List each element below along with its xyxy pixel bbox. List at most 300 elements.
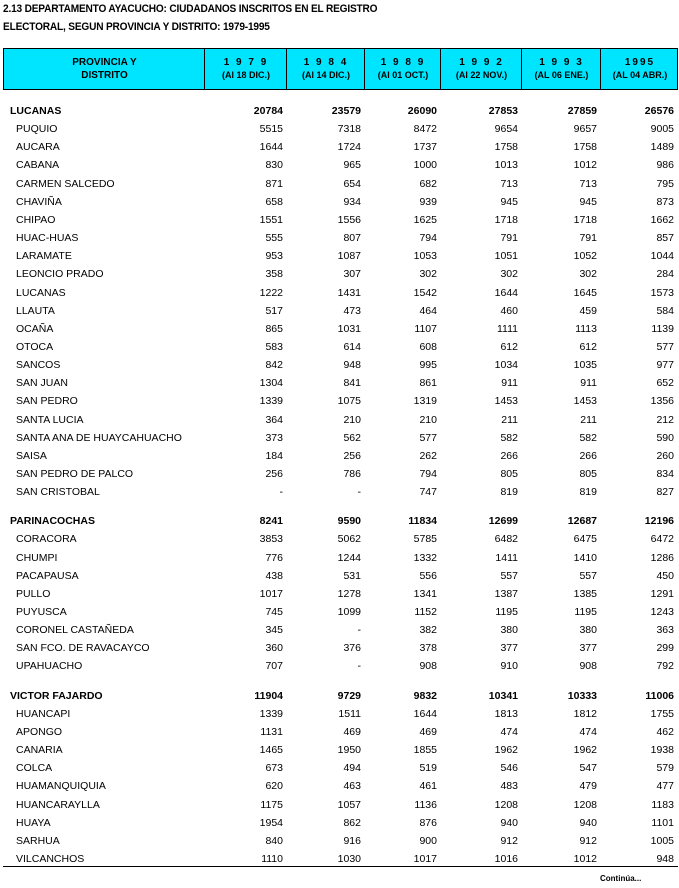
value-cell: 1075 <box>337 395 361 407</box>
value-cell: 1110 <box>261 853 283 865</box>
value-cell: 1243 <box>650 606 674 618</box>
district-row <box>0 723 679 741</box>
district-row <box>0 530 679 548</box>
province-name: LUCANAS <box>10 105 62 117</box>
value-cell: 1131 <box>260 726 283 738</box>
value-cell: 5515 <box>259 123 283 135</box>
value-cell: 865 <box>265 323 283 335</box>
district-name: HUAMANQUIQUIA <box>16 780 106 792</box>
value-cell: 12687 <box>567 515 597 527</box>
value-cell: 376 <box>343 642 361 654</box>
district-name: SAN PEDRO <box>16 395 78 407</box>
value-cell: 977 <box>656 359 674 371</box>
value-cell: 1000 <box>413 159 437 171</box>
value-cell: 840 <box>265 835 283 847</box>
value-cell: 908 <box>419 660 437 672</box>
value-cell: 1962 <box>494 744 518 756</box>
header-year: 1 9 7 9 <box>223 57 269 68</box>
value-cell: 608 <box>419 341 437 353</box>
value-cell: 1341 <box>413 588 437 600</box>
value-cell: 5062 <box>337 533 361 545</box>
value-cell: 577 <box>419 432 437 444</box>
value-cell: 834 <box>656 468 674 480</box>
value-cell: 1332 <box>413 552 437 564</box>
district-name: OCAÑA <box>16 323 54 335</box>
value-cell: 184 <box>265 450 283 462</box>
value-cell: 1489 <box>650 141 674 153</box>
value-cell: 1542 <box>413 287 437 299</box>
value-cell: 805 <box>500 468 518 480</box>
header-year: 1 9 8 9 <box>380 57 426 68</box>
value-cell: 464 <box>419 305 437 317</box>
district-name: PUQUIO <box>16 123 58 135</box>
value-cell: 794 <box>419 468 437 480</box>
district-row <box>0 229 679 247</box>
value-cell: 1758 <box>494 141 518 153</box>
value-cell: 27853 <box>488 105 518 117</box>
district-row <box>0 429 679 447</box>
district-row <box>0 320 679 338</box>
district-row <box>0 759 679 777</box>
district-row <box>0 832 679 850</box>
value-cell: 910 <box>500 660 518 672</box>
value-cell: 1087 <box>337 250 361 262</box>
value-cell: 1465 <box>259 744 283 756</box>
value-cell: 9654 <box>494 123 518 135</box>
value-cell: 707 <box>265 660 283 672</box>
header-date: (AL 04 ABR.) <box>612 70 668 80</box>
district-row <box>0 705 679 723</box>
value-cell: 1339 <box>259 395 283 407</box>
district-name: LEONCIO PRADO <box>16 268 104 280</box>
value-cell: 10341 <box>488 690 518 702</box>
header-date: (Al 14 DIC.) <box>301 70 350 80</box>
value-cell: 11834 <box>408 515 437 527</box>
district-row <box>0 193 679 211</box>
value-cell: 557 <box>579 570 597 582</box>
value-cell: 23579 <box>331 105 361 117</box>
value-cell: 438 <box>265 570 283 582</box>
value-cell: 577 <box>656 341 674 353</box>
value-cell: 1208 <box>573 799 597 811</box>
value-cell: 900 <box>419 835 437 847</box>
value-cell: 1195 <box>574 606 597 618</box>
value-cell: 1017 <box>259 588 283 600</box>
value-cell: 1573 <box>650 287 674 299</box>
value-cell: 1813 <box>494 708 518 720</box>
district-name: CHUMPI <box>16 552 58 564</box>
value-cell: 1099 <box>337 606 361 618</box>
value-cell: 1291 <box>650 588 674 600</box>
value-cell: 302 <box>419 268 437 280</box>
value-cell: 934 <box>343 196 361 208</box>
value-cell: - <box>279 486 283 498</box>
value-cell: 546 <box>500 762 518 774</box>
district-row <box>0 374 679 392</box>
value-cell: 373 <box>265 432 283 444</box>
value-cell: 805 <box>579 468 597 480</box>
value-cell: 654 <box>343 178 361 190</box>
value-cell: 1453 <box>573 395 597 407</box>
district-name: PULLO <box>16 588 51 600</box>
value-cell: 861 <box>419 377 437 389</box>
header-year: 1995 <box>624 57 656 68</box>
value-cell: 460 <box>500 305 518 317</box>
district-row <box>0 120 679 138</box>
value-cell: 1057 <box>337 799 361 811</box>
value-cell: 794 <box>419 232 437 244</box>
value-cell: 1053 <box>413 250 437 262</box>
value-cell: 9832 <box>413 690 437 702</box>
value-cell: 556 <box>419 570 437 582</box>
value-cell: 363 <box>656 624 674 636</box>
value-cell: 380 <box>579 624 597 636</box>
value-cell: 9005 <box>650 123 674 135</box>
value-cell: 1625 <box>413 214 437 226</box>
district-row <box>0 156 679 174</box>
district-row <box>0 549 679 567</box>
value-cell: 1136 <box>414 799 437 811</box>
district-row <box>0 639 679 657</box>
value-cell: 792 <box>656 660 674 672</box>
district-row <box>0 175 679 193</box>
district-name: HUANCARAYLLA <box>16 799 100 811</box>
district-row <box>0 392 679 410</box>
value-cell: 1052 <box>573 250 597 262</box>
value-cell: 256 <box>343 450 361 462</box>
value-cell: 652 <box>656 377 674 389</box>
value-cell: 841 <box>343 377 361 389</box>
header-cell-year <box>204 49 287 89</box>
province-row <box>0 512 679 530</box>
value-cell: 469 <box>419 726 437 738</box>
district-name: SAN PEDRO DE PALCO <box>16 468 134 480</box>
district-row <box>0 302 679 320</box>
value-cell: 462 <box>656 726 674 738</box>
district-name: SANTA LUCIA <box>16 414 84 426</box>
value-cell: 876 <box>419 817 437 829</box>
value-cell: 1411 <box>495 552 518 564</box>
district-name: LUCANAS <box>16 287 66 299</box>
value-cell: 474 <box>579 726 597 738</box>
value-cell: 364 <box>265 414 283 426</box>
value-cell: 9590 <box>337 515 361 527</box>
value-cell: 377 <box>500 642 518 654</box>
district-name: CHAVIÑA <box>16 196 62 208</box>
value-cell: 912 <box>579 835 597 847</box>
district-row <box>0 483 679 501</box>
value-cell: 1278 <box>337 588 361 600</box>
value-cell: 1511 <box>338 708 361 720</box>
district-row <box>0 814 679 832</box>
table-title-line-2: ELECTORAL, SEGUN PROVINCIA Y DISTRITO: 1979-1995 <box>3 21 270 33</box>
value-cell: 940 <box>579 817 597 829</box>
value-cell: 1938 <box>650 744 674 756</box>
district-name: SAN FCO. DE RAVACAYCO <box>16 642 150 654</box>
value-cell: 682 <box>419 178 437 190</box>
header-year: 1 9 8 4 <box>303 57 349 68</box>
value-cell: 1855 <box>413 744 437 756</box>
province-row <box>0 687 679 705</box>
value-cell: 620 <box>265 780 283 792</box>
district-name: PUYUSCA <box>16 606 67 618</box>
district-name: SAISA <box>16 450 47 462</box>
value-cell: 266 <box>500 450 518 462</box>
value-cell: 461 <box>419 780 437 792</box>
value-cell: 377 <box>579 642 597 654</box>
value-cell: 358 <box>265 268 283 280</box>
district-name: COLCA <box>16 762 53 774</box>
district-name: HUAC-HUAS <box>16 232 79 244</box>
province-name: VICTOR FAJARDO <box>10 690 103 702</box>
district-name: APONGO <box>16 726 63 738</box>
value-cell: 1016 <box>494 853 518 865</box>
value-cell: 842 <box>265 359 283 371</box>
value-cell: 262 <box>419 450 437 462</box>
value-cell: 9657 <box>573 123 597 135</box>
table-bottom-rule <box>3 866 678 867</box>
value-cell: 307 <box>343 268 361 280</box>
district-name: CORONEL CASTAÑEDA <box>16 624 134 636</box>
district-row <box>0 657 679 675</box>
value-cell: 10333 <box>567 690 597 702</box>
value-cell: 211 <box>580 414 597 426</box>
district-row <box>0 585 679 603</box>
value-cell: 713 <box>500 178 518 190</box>
value-cell: 953 <box>265 250 283 262</box>
value-cell: 1387 <box>494 588 518 600</box>
value-cell: 1222 <box>259 287 283 299</box>
value-cell: 11006 <box>645 690 674 702</box>
value-cell: 360 <box>265 642 283 654</box>
district-row <box>0 465 679 483</box>
header-date: (Al 01 OCT.) <box>377 70 429 80</box>
district-row <box>0 284 679 302</box>
value-cell: 11904 <box>254 690 283 702</box>
value-cell: 1152 <box>414 606 437 618</box>
value-cell: 965 <box>343 159 361 171</box>
value-cell: 590 <box>656 432 674 444</box>
value-cell: 494 <box>343 762 361 774</box>
value-cell: 5785 <box>413 533 437 545</box>
value-cell: 1031 <box>337 323 361 335</box>
district-row <box>0 356 679 374</box>
value-cell: 1195 <box>495 606 518 618</box>
header-cell-province <box>4 49 205 89</box>
value-cell: 986 <box>656 159 674 171</box>
value-cell: 1453 <box>494 395 518 407</box>
value-cell: 1644 <box>494 287 518 299</box>
header-label-district: DISTRITO <box>81 70 128 81</box>
district-row <box>0 411 679 429</box>
value-cell: 6475 <box>573 533 597 545</box>
header-cell-year <box>521 49 601 89</box>
header-cell-year <box>286 49 365 89</box>
value-cell: 612 <box>579 341 597 353</box>
value-cell: 12196 <box>644 515 674 527</box>
value-cell: 1644 <box>259 141 283 153</box>
value-cell: 517 <box>265 305 283 317</box>
district-row <box>0 796 679 814</box>
district-row <box>0 603 679 621</box>
header-date: (Al 22 NOV.) <box>455 70 508 80</box>
value-cell: 658 <box>265 196 283 208</box>
district-name: SAN JUAN <box>16 377 68 389</box>
value-cell: 1662 <box>650 214 674 226</box>
value-cell: 911 <box>501 377 518 389</box>
value-cell: 912 <box>500 835 518 847</box>
value-cell: 3853 <box>259 533 283 545</box>
value-cell: 747 <box>419 486 437 498</box>
value-cell: 582 <box>579 432 597 444</box>
value-cell: 284 <box>656 268 674 280</box>
value-cell: 1385 <box>573 588 597 600</box>
district-row <box>0 247 679 265</box>
district-name: HUAYA <box>16 817 51 829</box>
value-cell: 916 <box>343 835 361 847</box>
value-cell: 474 <box>500 726 518 738</box>
header-date: (Al 18 DIC.) <box>221 70 270 80</box>
value-cell: 378 <box>419 642 437 654</box>
district-name: HUANCAPI <box>16 708 71 720</box>
value-cell: 1017 <box>413 853 437 865</box>
value-cell: 830 <box>265 159 283 171</box>
value-cell: 1035 <box>573 359 597 371</box>
value-cell: 1718 <box>494 214 518 226</box>
value-cell: 1319 <box>413 395 437 407</box>
value-cell: 1286 <box>650 552 674 564</box>
value-cell: 583 <box>265 341 283 353</box>
value-cell: 807 <box>343 232 361 244</box>
header-cell-year <box>440 49 522 89</box>
value-cell: 1718 <box>573 214 597 226</box>
value-cell: 940 <box>500 817 518 829</box>
district-name: AUCARA <box>16 141 60 153</box>
value-cell: 7318 <box>337 123 361 135</box>
value-cell: 1012 <box>573 159 597 171</box>
header-label-province: PROVINCIA Y <box>72 57 137 68</box>
district-row <box>0 138 679 156</box>
header-year: 1 9 9 2 <box>459 57 504 68</box>
value-cell: 1175 <box>260 799 283 811</box>
value-cell: 827 <box>656 486 674 498</box>
value-cell: 1107 <box>414 323 437 335</box>
value-cell: 302 <box>579 268 597 280</box>
value-cell: 1755 <box>650 708 674 720</box>
value-cell: 1644 <box>413 708 437 720</box>
value-cell: 612 <box>500 341 518 353</box>
value-cell: 8472 <box>413 123 437 135</box>
district-row <box>0 741 679 759</box>
value-cell: 302 <box>500 268 518 280</box>
value-cell: 1962 <box>573 744 597 756</box>
value-cell: 6482 <box>494 533 518 545</box>
value-cell: 791 <box>500 232 518 244</box>
district-name: SARHUA <box>16 835 60 847</box>
value-cell: 26090 <box>407 105 437 117</box>
district-name: SANTA ANA DE HUAYCAHUACHO <box>16 432 182 444</box>
value-cell: 1012 <box>573 853 597 865</box>
table-title-line-1: 2.13 DEPARTAMENTO AYACUCHO: CIUDADANOS INSCRITOS EN EL REGISTRO <box>3 3 378 15</box>
value-cell: 945 <box>500 196 518 208</box>
district-name: VILCANCHOS <box>16 853 85 865</box>
value-cell: 713 <box>579 178 597 190</box>
value-cell: 382 <box>419 624 437 636</box>
value-cell: 555 <box>265 232 283 244</box>
header-year: 1 9 9 3 <box>539 57 584 68</box>
value-cell: 1556 <box>337 214 361 226</box>
value-cell: 26576 <box>644 105 674 117</box>
district-name: SAN CRISTOBAL <box>16 486 100 498</box>
value-cell: 819 <box>579 486 597 498</box>
value-cell: 939 <box>419 196 437 208</box>
value-cell: - <box>357 486 361 498</box>
header-date: (AL 06 ENE.) <box>534 70 589 80</box>
value-cell: 20784 <box>253 105 283 117</box>
value-cell: 1113 <box>575 323 597 335</box>
value-cell: 8241 <box>259 515 283 527</box>
value-cell: 519 <box>419 762 437 774</box>
value-cell: 819 <box>500 486 518 498</box>
value-cell: 614 <box>343 341 361 353</box>
district-name: PACAPAUSA <box>16 570 79 582</box>
value-cell: 795 <box>656 178 674 190</box>
value-cell: 1183 <box>651 799 674 811</box>
value-cell: 450 <box>656 570 674 582</box>
value-cell: 1030 <box>337 853 361 865</box>
value-cell: 1950 <box>337 744 361 756</box>
district-row <box>0 338 679 356</box>
district-row <box>0 621 679 639</box>
district-name: CORACORA <box>16 533 77 545</box>
value-cell: 1044 <box>650 250 674 262</box>
header-cell-year <box>600 49 679 89</box>
value-cell: 562 <box>343 432 361 444</box>
value-cell: 531 <box>343 570 361 582</box>
value-cell: 1034 <box>494 359 518 371</box>
value-cell: 873 <box>656 196 674 208</box>
value-cell: 1139 <box>651 323 674 335</box>
value-cell: 479 <box>579 780 597 792</box>
value-cell: 6472 <box>650 533 674 545</box>
district-row <box>0 567 679 585</box>
value-cell: 1645 <box>573 287 597 299</box>
value-cell: 745 <box>265 606 283 618</box>
value-cell: 871 <box>265 178 283 190</box>
district-name: LARAMATE <box>16 250 72 262</box>
value-cell: 1431 <box>337 287 361 299</box>
value-cell: - <box>357 624 361 636</box>
value-cell: 945 <box>579 196 597 208</box>
header-cell-year <box>364 49 441 89</box>
value-cell: 791 <box>579 232 597 244</box>
value-cell: 1051 <box>494 250 518 262</box>
value-cell: 547 <box>579 762 597 774</box>
value-cell: 1304 <box>259 377 283 389</box>
value-cell: - <box>357 660 361 672</box>
value-cell: 948 <box>343 359 361 371</box>
value-cell: 1339 <box>259 708 283 720</box>
value-cell: 9729 <box>337 690 361 702</box>
value-cell: 211 <box>501 414 518 426</box>
district-name: UPAHUACHO <box>16 660 83 672</box>
value-cell: 1954 <box>259 817 283 829</box>
value-cell: 673 <box>265 762 283 774</box>
value-cell: 469 <box>343 726 361 738</box>
district-name: LLAUTA <box>16 305 55 317</box>
value-cell: 1724 <box>337 141 361 153</box>
district-row <box>0 447 679 465</box>
